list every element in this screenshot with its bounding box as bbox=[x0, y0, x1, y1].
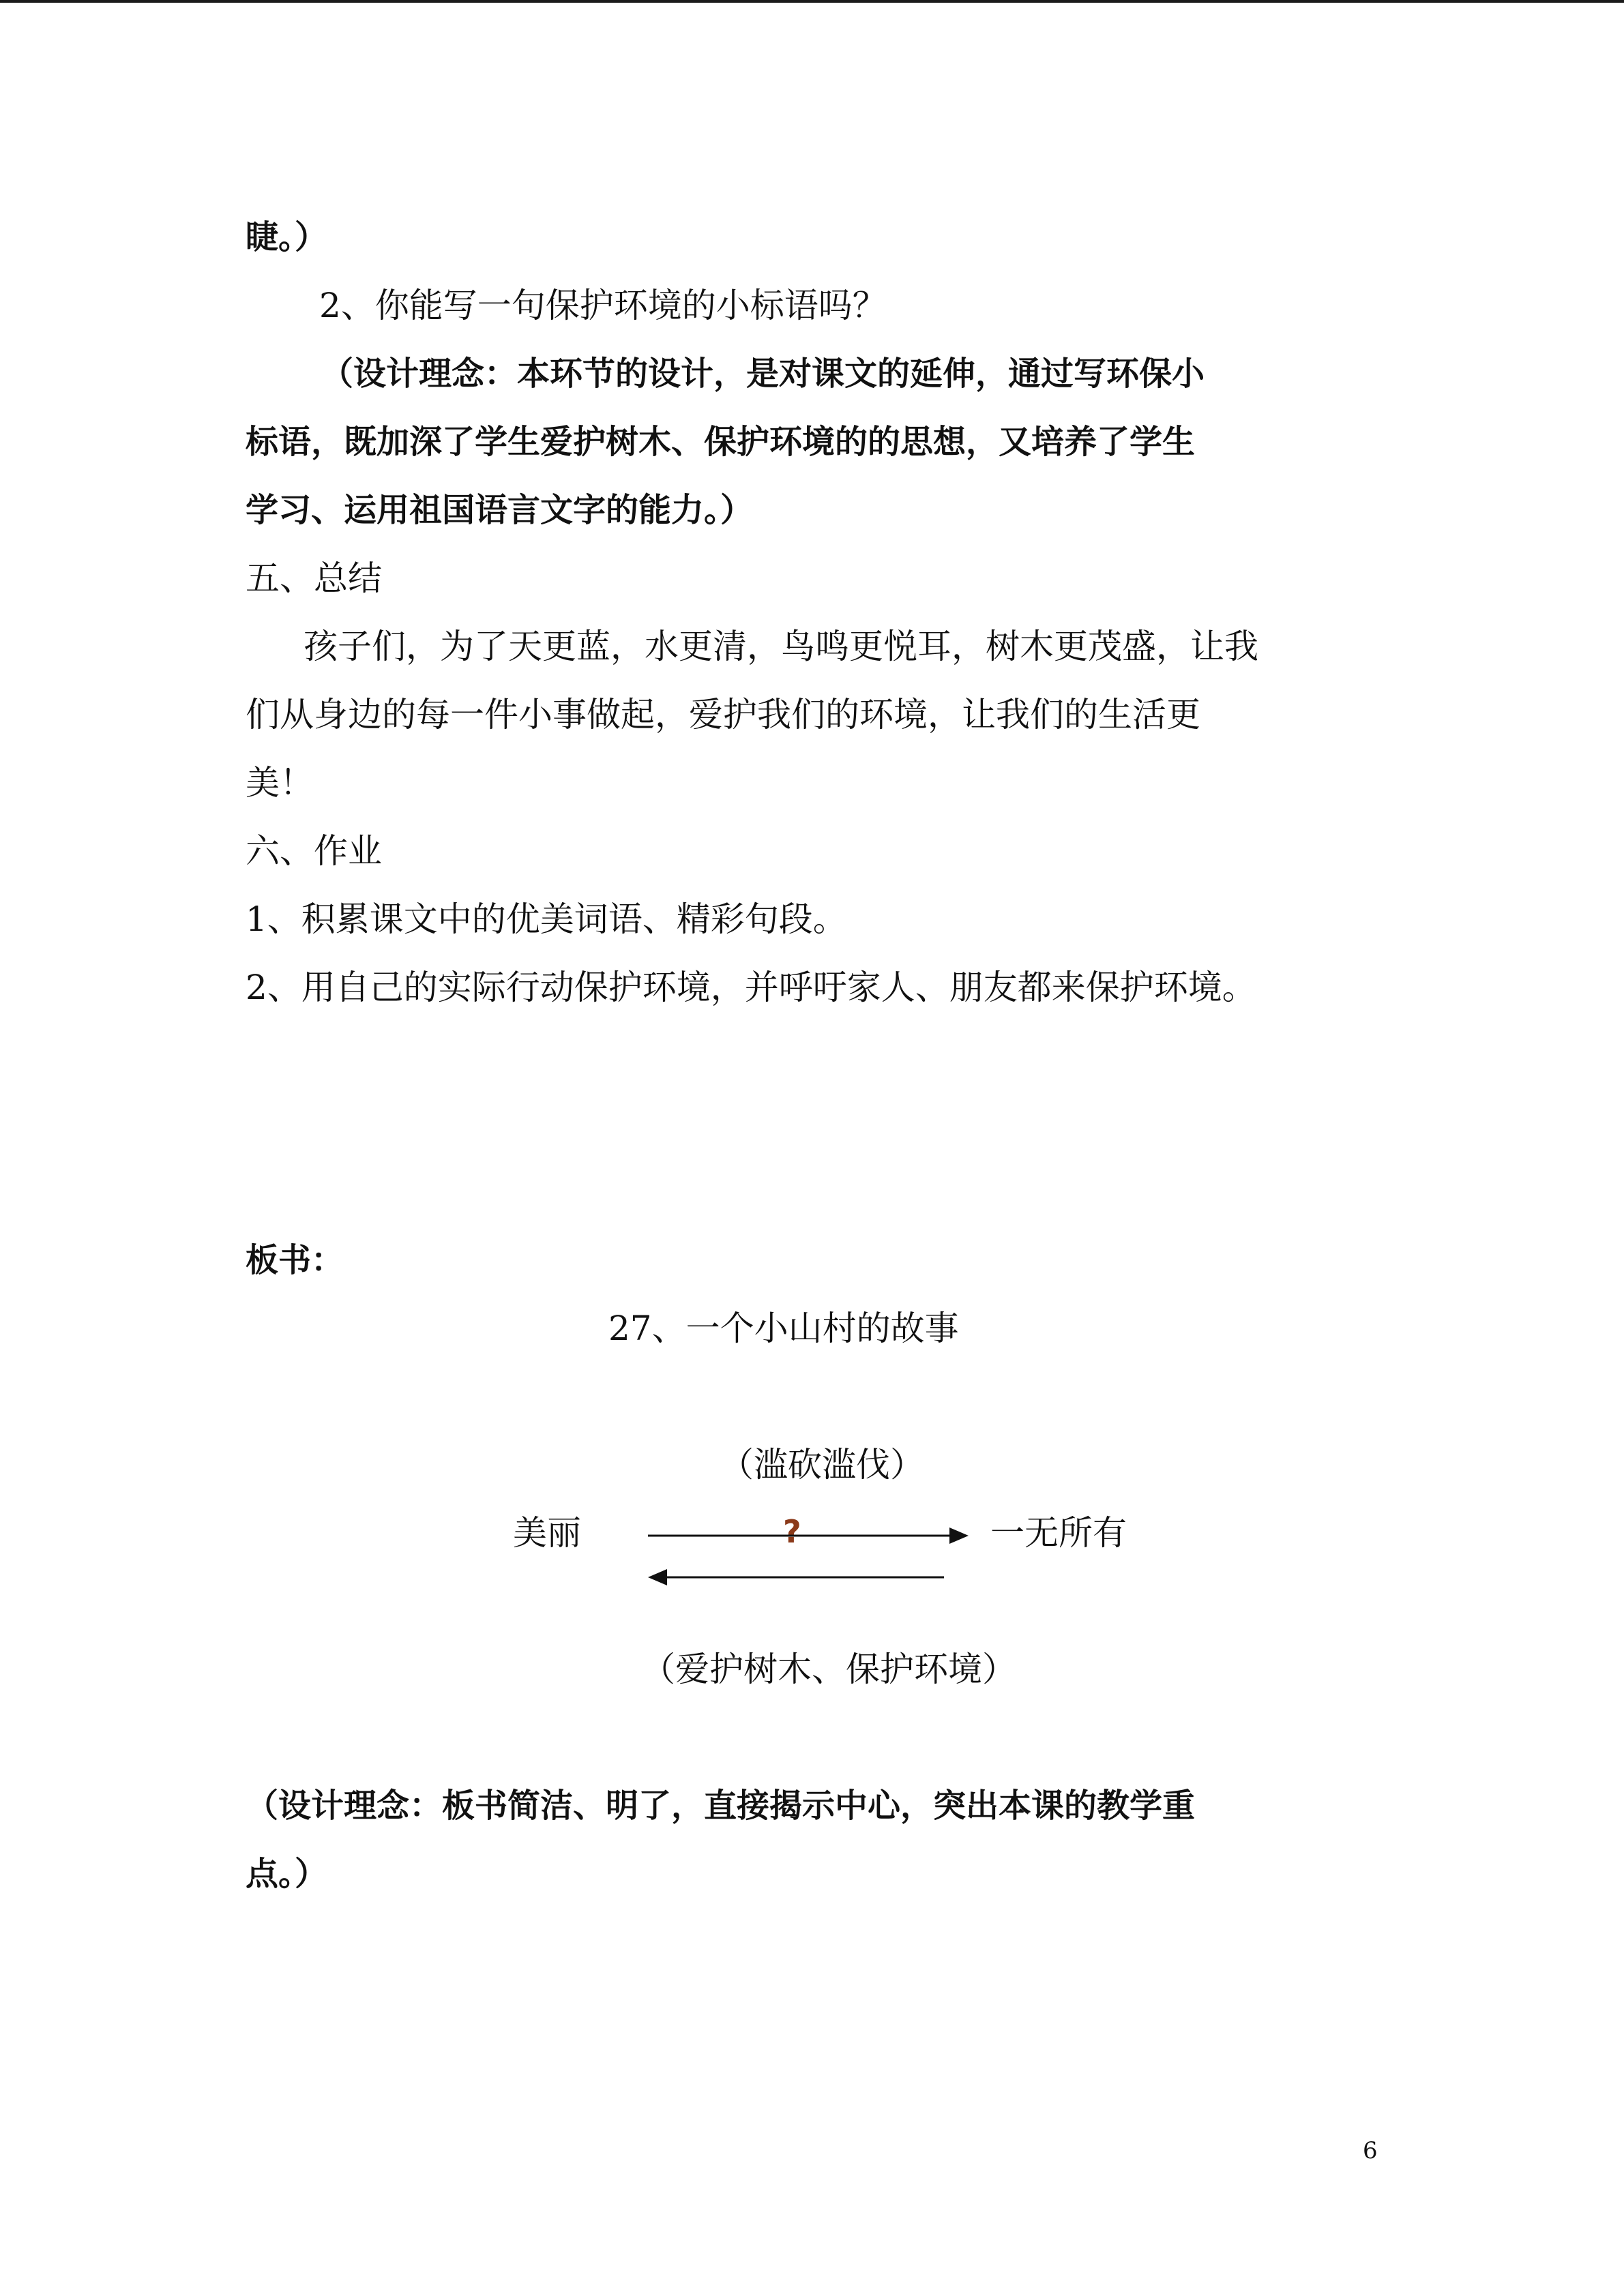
board-question-mark: ? bbox=[783, 1513, 801, 1550]
design-note-1-line-2: 标语，既加深了学生爱护树木、保护环境的的思想，又培养了学生 bbox=[246, 423, 1196, 461]
board-bottom-note: （爱护树木、保护环境） bbox=[641, 1650, 1016, 1689]
page-top-border bbox=[0, 0, 1624, 3]
question-2: 2、你能写一句保护环境的小标语吗？ bbox=[319, 286, 887, 325]
homework-item-2: 2、用自己的实际行动保护环境，并呼吁家人、朋友都来保护环境。 bbox=[246, 968, 1256, 1007]
board-top-note: （滥砍滥伐） bbox=[720, 1445, 924, 1485]
board-left-word: 美丽 bbox=[513, 1513, 581, 1553]
board-title: 27、一个小山村的故事 bbox=[608, 1309, 959, 1348]
section-6-heading: 六、作业 bbox=[246, 831, 382, 871]
page-number: 6 bbox=[1363, 2137, 1378, 2164]
board-label: 板书： bbox=[246, 1241, 344, 1279]
arrow-right-head bbox=[949, 1527, 969, 1544]
arrow-left-head bbox=[648, 1569, 667, 1585]
section-5-line-3: 美！ bbox=[246, 763, 314, 803]
design-note-1-line-1: （设计理念：本环节的设计，是对课文的延伸，通过写环保小 bbox=[321, 355, 1205, 393]
board-right-word: 一无所有 bbox=[990, 1513, 1127, 1553]
section-5-line-1: 孩子们，为了天更蓝，水更清，鸟鸣更悦耳，树木更茂盛，让我 bbox=[304, 627, 1258, 666]
design-note-2-line-1: （设计理念：板书简洁、明了，直接揭示中心，突出本课的教学重 bbox=[246, 1787, 1196, 1825]
design-note-1-line-3: 学习、运用祖国语言文字的能力。） bbox=[246, 491, 754, 529]
section-5-line-2: 们从身边的每一件小事做起，爱护我们的环境，让我们的生活更 bbox=[246, 695, 1200, 734]
section-5-heading: 五、总结 bbox=[246, 558, 382, 598]
design-note-2-line-2: 点。） bbox=[246, 1855, 328, 1893]
paragraph-tail: 睫。） bbox=[246, 218, 328, 256]
homework-item-1: 1、积累课文中的优美词语、精彩句段。 bbox=[246, 899, 847, 939]
